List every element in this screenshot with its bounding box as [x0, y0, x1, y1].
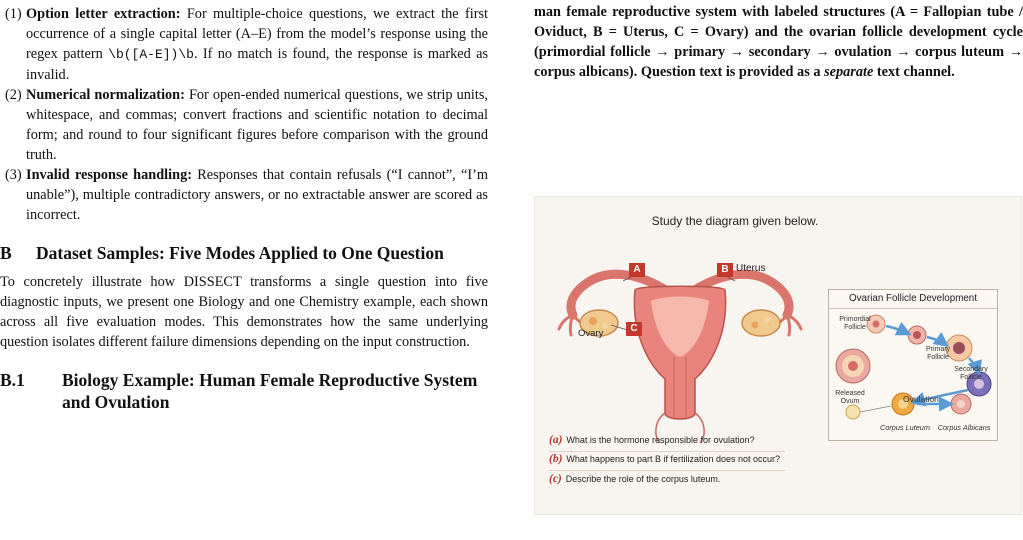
corpus-albicans-label: Corpus Albicans — [937, 423, 991, 432]
list-number: (3) — [5, 167, 22, 183]
regex-code: \b([A-E])\b — [108, 47, 194, 62]
list-number: (1) — [5, 6, 22, 22]
primary-label: Primary Follicle — [925, 346, 951, 361]
list-item-text: . If no match is found, the response is marked as invalid. — [26, 46, 489, 83]
corpus-luteum-label: Corpus Luteum — [880, 423, 930, 432]
question-divider — [549, 470, 785, 471]
label-b-tag: B — [717, 263, 733, 277]
primordial-label: Primordial Follicle — [839, 316, 871, 331]
ovulation-label: Ovulation — [903, 394, 939, 404]
label-a-tag: A — [629, 263, 645, 277]
uterus-illustration — [535, 245, 825, 445]
released-ovum-label: Released Ovum — [835, 390, 865, 405]
normalization-list — [0, 4, 488, 225]
section-paragraph: To concretely illustrate how DISSECT transforms a single question into five diagnostic inputs, we present one Biology and one Chemistry example, each shown across all five evaluation modes. This demonstrates how the same underlying question isolates different failure dimensions depending on the input construction. — [0, 274, 488, 350]
secondary-label: Secondary Follicle — [954, 366, 988, 381]
left-column — [0, 0, 488, 413]
subsection-title: Biology Example: Human Female Reproductive System and Ovulation — [62, 370, 478, 412]
caption-emphasis: separate — [824, 64, 874, 80]
list-item-text: Responses that contain refusals (“I cannot”, “I’m unable”), multiple contradictory answers, or no extractable answer are scored as incorrect. — [26, 167, 488, 223]
follicle-panel-title: Ovarian Follicle Development — [829, 290, 997, 309]
question-b: (b) What happens to part B if fertilization does not occur? — [549, 453, 781, 465]
list-item-text: For open-ended numerical questions, we strip units, whitespace, and commas; convert fractions and scientific notation to decimal form; and round to four significant figures before comparison with the ground truth. — [26, 87, 488, 163]
list-item — [0, 4, 488, 85]
list-item — [0, 165, 488, 225]
list-item — [0, 85, 488, 165]
list-item-text: For multiple-choice questions, we extract the first occurrence of a single capital letter (A–E) from the model’s response using the regex pattern — [26, 6, 488, 62]
question-c: (c) Describe the role of the corpus luteum. — [549, 473, 721, 485]
section-heading — [0, 242, 488, 264]
biology-figure — [534, 196, 1022, 515]
follicle-development-panel — [828, 289, 998, 441]
label-c-tag: C — [626, 322, 642, 336]
figure-caption: man female reproductive system with labeled structures (A = Fallopian tube / Oviduct, B = Uterus, C = Ovary) and the ovarian follicle development cycle (primordial follicle → primary → secondary → ovulation → corpus luteum → corpus albicans). Question text is provided as a separate text channel. — [534, 4, 1023, 80]
figure-instruction: Study the diagram given below. — [651, 214, 819, 228]
list-item-title: Option letter extraction: — [26, 6, 181, 22]
ovary-right — [742, 310, 780, 336]
released-ovum — [846, 405, 860, 419]
question-a: (a) What is the hormone responsible for ovulation? — [549, 434, 755, 446]
ovary-label: Ovary — [578, 328, 604, 339]
list-item-title: Invalid response handling: — [26, 167, 192, 183]
subsection-heading — [0, 369, 488, 413]
list-number: (2) — [5, 87, 22, 103]
question-divider — [549, 451, 785, 452]
section-title: Dataset Samples: Five Modes Applied to One Question — [36, 243, 444, 263]
right-column — [534, 0, 1023, 96]
subsection-number: B.1 — [0, 370, 25, 390]
list-item-title: Numerical normalization: — [26, 87, 185, 103]
section-number: B — [0, 243, 12, 263]
uterus-label: Uterus — [736, 263, 766, 274]
